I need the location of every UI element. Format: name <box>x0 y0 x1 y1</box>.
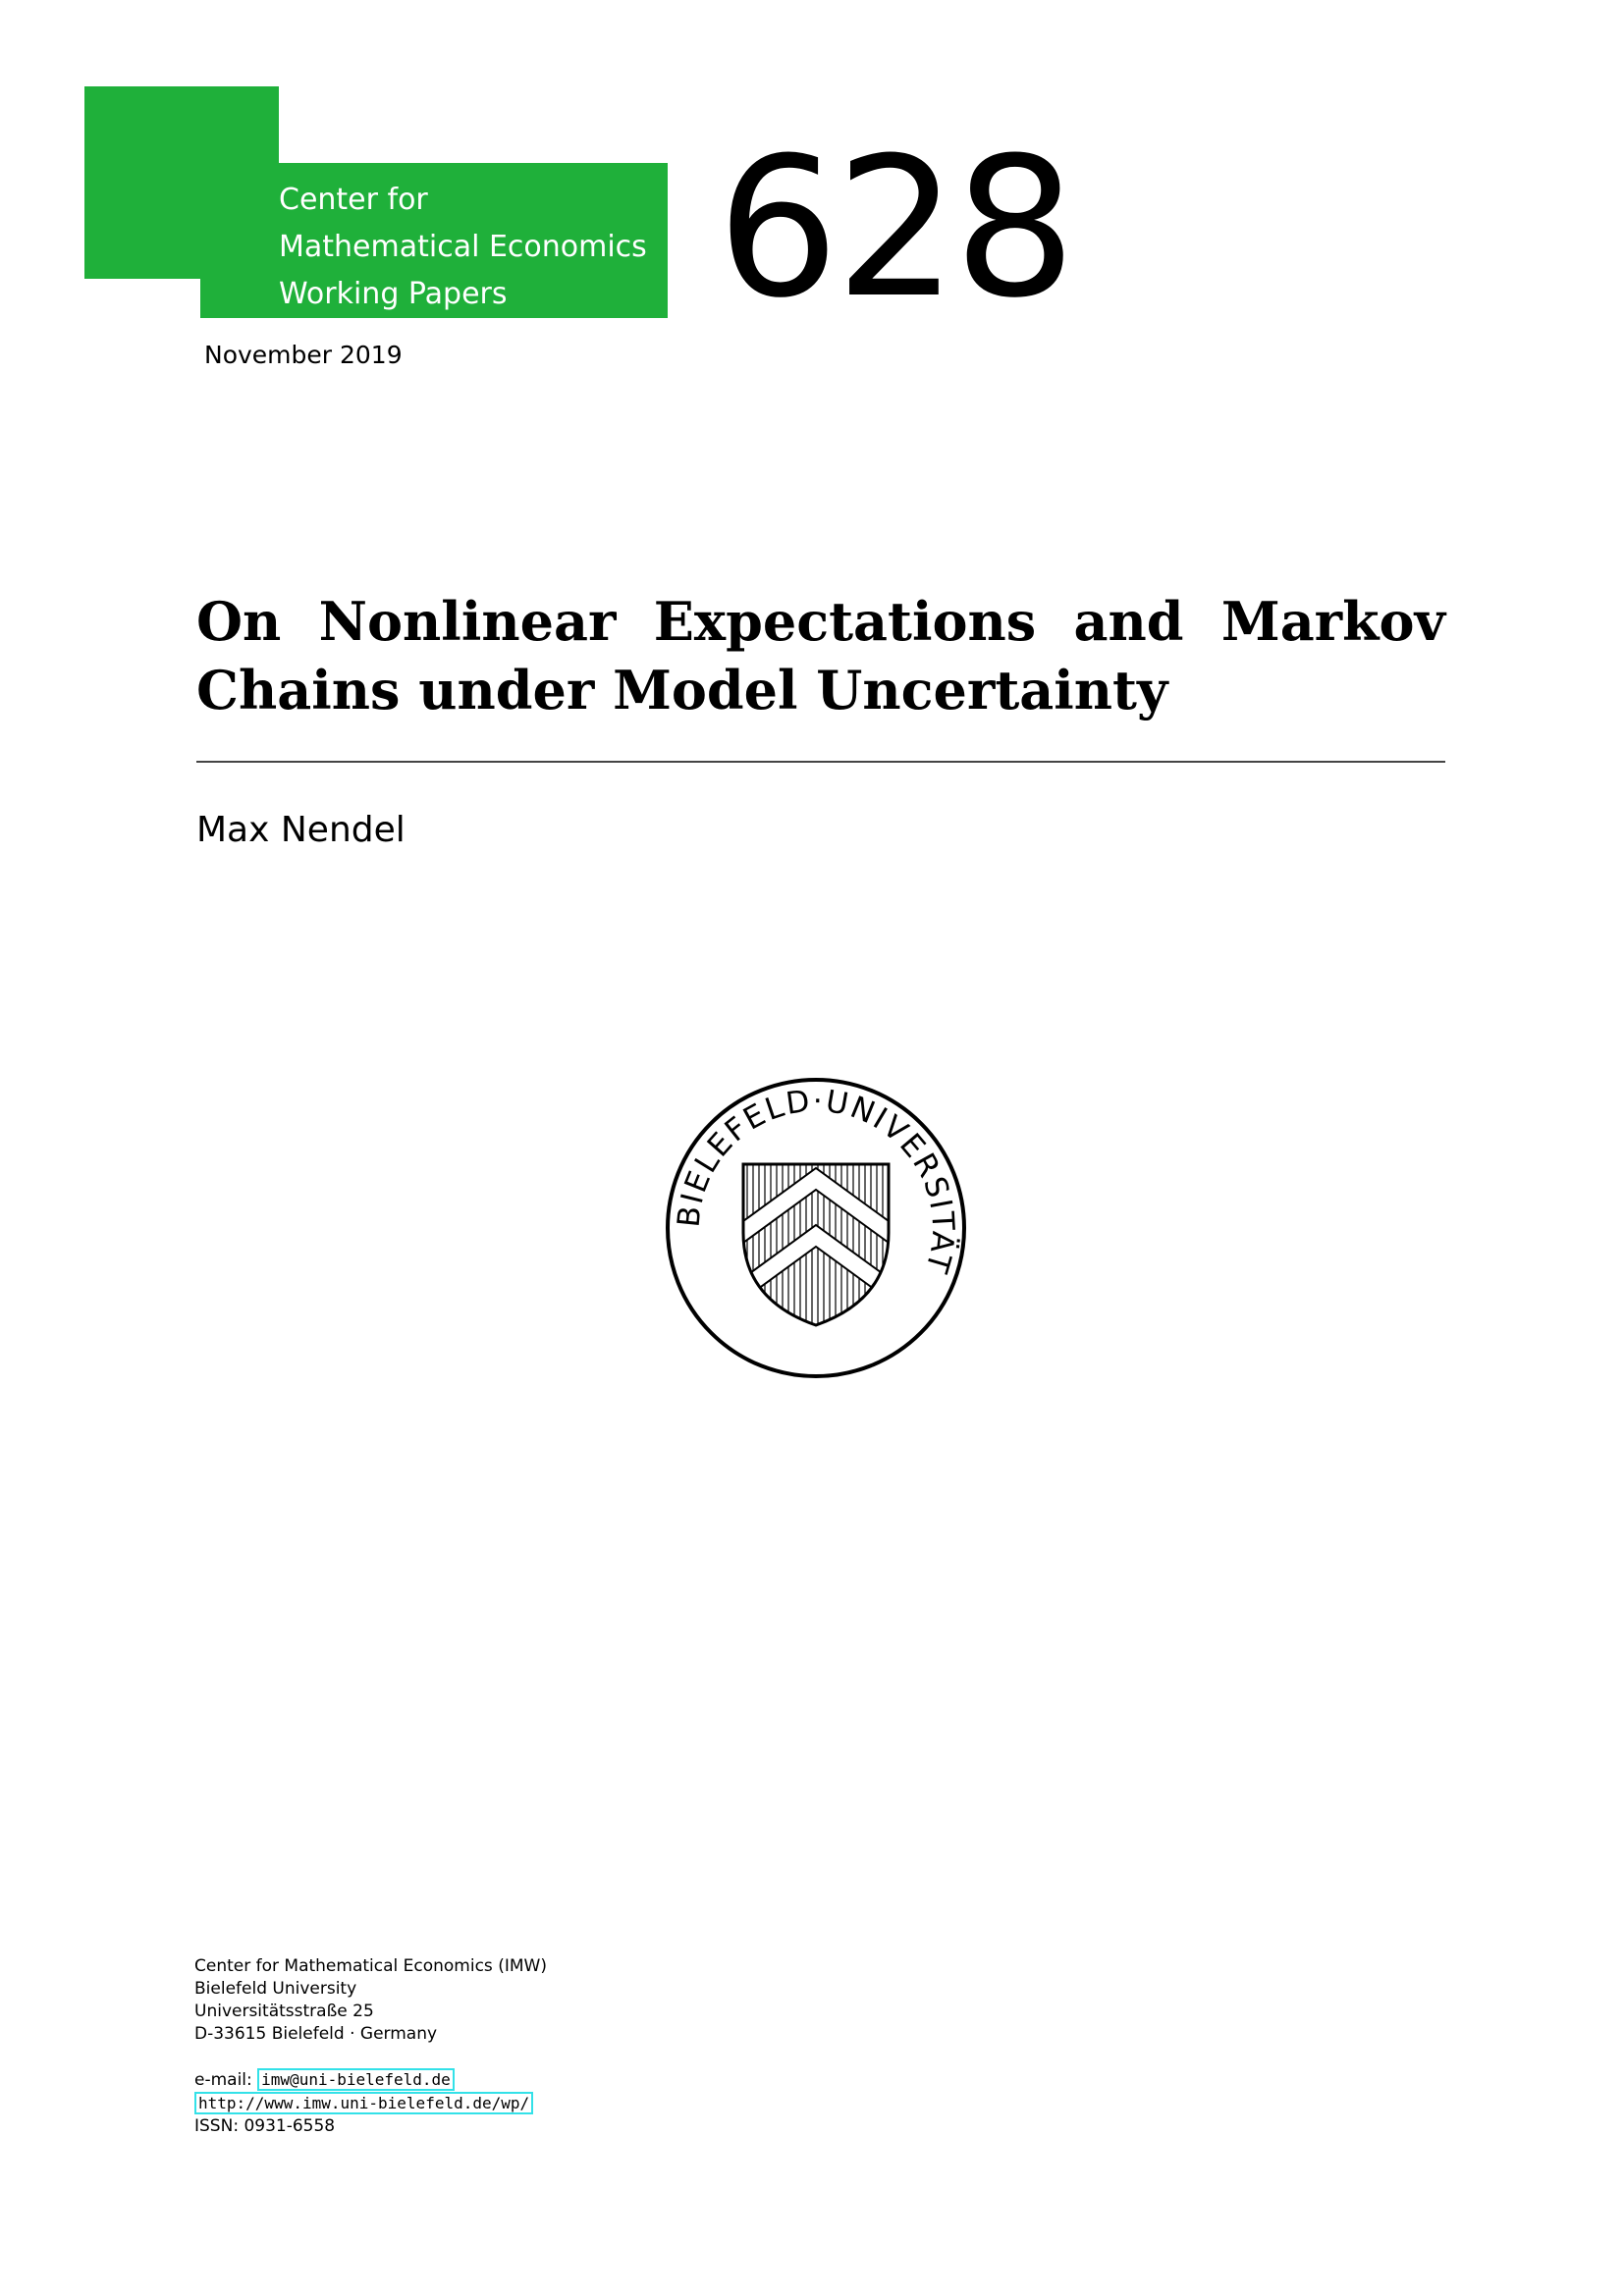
publication-date: November 2019 <box>204 341 403 369</box>
working-paper-number: 628 <box>717 117 1073 341</box>
email-label: e-mail: <box>194 2070 252 2090</box>
title-line-2: Chains under Model Uncertainty <box>196 659 1168 721</box>
series-name <box>279 177 668 318</box>
series-line-3: Working Papers <box>279 277 508 311</box>
title-line-1 <box>196 587 1445 656</box>
title-word: On <box>196 590 282 653</box>
author-name: Max Nendel <box>196 810 406 850</box>
title-word: Markov <box>1220 590 1445 653</box>
url-row <box>194 2092 547 2115</box>
address-line: Center for Mathematical Economics (IMW) <box>194 1956 547 1976</box>
address-line: Universitätsstraße 25 <box>194 2002 374 2021</box>
website-link[interactable]: http://www.imw.uni-bielefeld.de/wp/ <box>194 2092 533 2114</box>
university-seal-icon <box>664 1076 968 1380</box>
address-line: Bielefeld University <box>194 1979 357 1999</box>
title-word: Expectations <box>653 590 1037 653</box>
paper-title <box>196 587 1445 724</box>
series-line-2: Mathematical Economics <box>279 230 647 264</box>
series-line-1: Center for <box>279 183 428 217</box>
seal-text: BIELEFELD·UNIVERSITÄT <box>671 1083 961 1279</box>
address-line: D-33615 Bielefeld · Germany <box>194 2024 438 2044</box>
institution-footer <box>194 1955 547 2138</box>
title-word: and <box>1073 590 1184 653</box>
spacer <box>194 2046 547 2068</box>
title-divider <box>196 761 1445 763</box>
title-word: Nonlinear <box>318 590 617 653</box>
issn: ISSN: 0931-6558 <box>194 2116 336 2136</box>
shield-icon <box>743 1164 889 1331</box>
email-row <box>194 2068 547 2092</box>
email-link[interactable]: imw@uni-bielefeld.de <box>257 2068 455 2091</box>
